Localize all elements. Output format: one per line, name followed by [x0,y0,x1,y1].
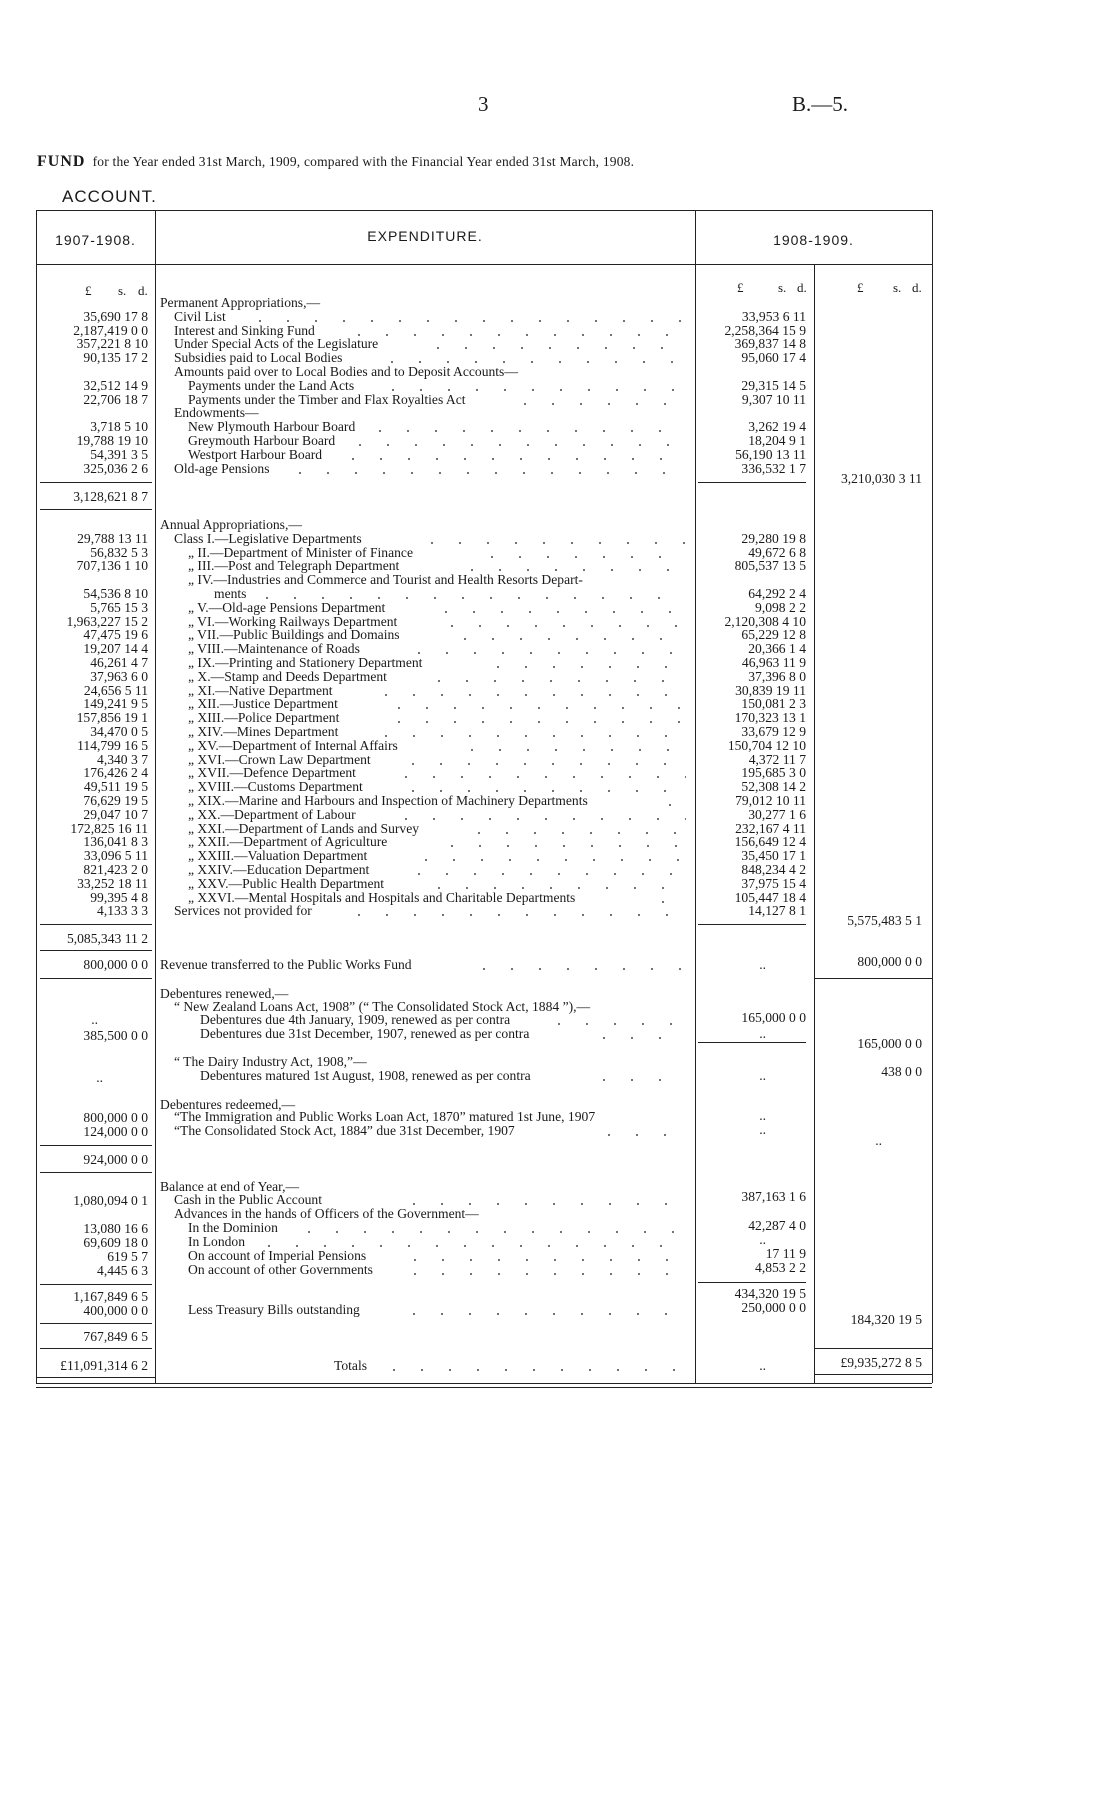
advance-row-1-label: In London [188,1234,246,1249]
advance-row-0-prev: 13,080 16 6 [83,1221,148,1236]
annual-row-22-curr: 156,649 12 4 [734,834,806,850]
advance-row-3-prev: 4,445 6 3 [97,1263,148,1278]
annual-row-26-curr: 105,447 18 4 [734,889,806,905]
loans-act-label: “ New Zealand Loans Act, 1908” (“ The Consolidated Stock Act, 1884 ”),— [174,999,591,1014]
annual-row-6-curr: 2,120,308 4 10 [724,613,806,629]
dot-leader [484,666,686,668]
perm-row-0-curr: 33,953 6 11 [741,308,806,324]
perm-row-9-curr: 18,204 9 1 [748,433,806,448]
dot-leader [478,556,686,558]
advances-label: Advances in the hands of Officers of the Government— [174,1206,479,1221]
debentures-subtotal-curr: 165,000 0 0 [857,1036,922,1051]
consolidated-stock-curr: .. [759,1122,766,1137]
annual-row-7-prev: 47,475 19 6 [83,627,148,643]
perm-row-11-label: Old-age Pensions [174,460,270,476]
currency-d-curr: d. [797,280,807,295]
rule-after-revenue [40,978,152,979]
annual-subtotal-curr: 5,575,483 5 1 [847,913,922,928]
dot-leader [405,652,686,654]
debentures-aug-label: Debentures matured 1st August, 1908, renewed as per contra [200,1068,531,1083]
section-rule-prev [40,509,152,510]
annual-row-6-label: „ VI.—Working Railways Department [188,613,398,629]
perm-row-6-curr: 9,307 10 11 [741,391,806,407]
perm-row-11-curr: 336,532 1 7 [741,460,806,476]
dot-leader [253,597,686,599]
annual-row-19-curr: 79,012 10 11 [735,793,806,808]
perm-row-9-prev: 19,788 19 10 [76,433,148,448]
dot-leader [392,818,686,820]
immigration-act-curr: .. [759,1108,766,1123]
annual-row-1-curr: 49,672 6 8 [748,544,806,560]
annual-row-13-curr: 170,323 13 1 [734,710,806,726]
annual-row-12-curr: 150,081 2 3 [741,696,806,712]
annual-row-12-label: „ XII.—Justice Department [188,696,338,712]
annual-row-2-curr: 805,537 13 5 [734,558,806,574]
debentures-aug-prev: .. [96,1070,103,1085]
debentures-jan-curr: 165,000 0 0 [741,1010,806,1025]
redeemed-subtotal-curr: .. [875,1133,882,1148]
annual-row-18-curr: 52,308 14 2 [741,779,806,795]
dot-leader [345,334,686,336]
annual-row-16-curr: 4,372 11 7 [748,751,806,767]
annual-row-21-label: „ XXI.—Department of Lands and Survey [188,820,420,836]
title-rest: for the Year ended 31st March, 1909, compared with the Financial Year ended 31st March, 1908. [92,154,635,169]
consolidated-stock-prev: 124,000 0 0 [83,1124,148,1139]
annual-row-5-curr: 9,098 2 2 [755,599,806,615]
totals-mid: .. [759,1358,766,1373]
consolidated-stock-label: “The Consolidated Stock Act, 1884” due 31st December, 1907 [174,1123,515,1138]
dot-leader [425,887,686,889]
annual-row-24-label: „ XXIV.—Education Department [188,862,370,877]
annual-row-22-prev: 136,041 8 3 [83,834,148,850]
dot-leader [379,389,686,391]
dot-leader [412,859,686,861]
totals-prev: £11,091,314 6 2 [60,1358,148,1373]
treasury-bills-label: Less Treasury Bills outstanding [188,1302,360,1317]
annual-row-20-label: „ XX.—Department of Labour [188,806,356,822]
annual-row-21-curr: 232,167 4 11 [735,820,806,836]
dot-leader [418,542,686,544]
rule-before-totals [40,1348,152,1349]
annual-row-15-prev: 114,799 16 5 [77,737,148,753]
dot-leader [345,914,686,916]
debentures-dec-label: Debentures due 31st December, 1907, renewed as per contra [200,1026,530,1041]
balance-net-prev: 767,849 6 5 [83,1329,148,1344]
annual-row-20-curr: 30,277 1 6 [748,806,806,822]
rule-after-revenue-right [814,978,932,979]
revenue-transfer-prev: 800,000 0 0 [83,957,148,972]
redeemed-subtotal-prev: 924,000 0 0 [83,1152,148,1167]
dot-leader [372,694,686,696]
totals-rule-curr [814,1374,932,1375]
perm-row-5-label: Payments under the Land Acts [188,377,355,393]
totals-curr: £9,935,272 8 5 [840,1355,922,1370]
page-title [37,153,634,171]
annual-row-15-curr: 150,704 12 10 [727,737,806,753]
dot-leader [399,790,686,792]
perm-row-10-label: Westport Harbour Board [188,446,323,462]
balance-sum-prev: 1,167,849 6 5 [73,1289,148,1304]
dot-leader [451,638,686,640]
header-expenditure: EXPENDITURE. [367,228,483,244]
perm-row-2-prev: 357,221 8 10 [76,336,148,352]
advance-row-0-label: In the Dominion [188,1220,278,1235]
annual-row-5-label: „ V.—Old-age Pensions Department [188,599,386,615]
revenue-transfer-label: Revenue transferred to the Public Works Fund [160,957,412,972]
perm-row-1-curr: 2,258,364 15 9 [724,322,806,338]
annual-row-9-curr: 46,963 11 9 [741,655,806,670]
section-rule-prev-2 [40,950,152,951]
perm-row-8-prev: 3,718 5 10 [90,419,148,435]
dot-leader [385,721,686,723]
annual-row-25-curr: 37,975 15 4 [741,875,806,891]
dot-leader [458,569,686,571]
perm-row-3-prev: 90,135 17 2 [83,350,148,366]
dot-leader [392,776,686,778]
column-rule-3 [814,264,815,1383]
perm-row-11-prev: 325,036 2 6 [83,460,148,476]
debentures-jan-prev: .. [91,1012,98,1027]
annual-row-19-prev: 76,629 19 5 [83,793,148,808]
debentures-aug-mid: .. [759,1068,766,1083]
annual-row-27-label: Services not provided for [174,903,312,919]
dot-leader [649,901,686,903]
currency-s-total: s. [893,280,902,295]
perm-row-1-prev: 2,187,419 0 0 [73,322,148,338]
perm-row-2-curr: 369,837 14 8 [734,336,806,352]
rule-before-totals-right [814,1348,932,1349]
dot-leader [424,347,686,349]
account-subtitle: ACCOUNT. [62,187,157,206]
currency-pound-curr: £ [737,280,744,295]
annual-row-13-label: „ XIII.—Police Department [188,710,340,726]
annual-row-10-label: „ X.—Stamp and Deeds Department [188,668,387,684]
annual-row-27-prev: 4,133 3 3 [97,903,148,919]
dairy-act-label: “ The Dairy Industry Act, 1908,”— [174,1054,367,1069]
annual-row-0-curr: 29,280 19 8 [741,530,806,546]
debentures-aug-curr: 438 0 0 [881,1064,922,1079]
annual-row-27-curr: 14,127 8 1 [748,903,806,919]
currency-d-prev: d. [138,283,148,298]
annual-row-8-label: „ VIII.—Maintenance of Roads [188,641,360,657]
debentures-jan-label: Debentures due 4th January, 1909, renewed as per contra [200,1012,511,1027]
perm-row-6-label: Payments under the Timber and Flax Royalties Act [188,391,466,407]
annual-row-9-label: „ IX.—Printing and Stationery Department [188,655,423,670]
dot-leader [385,707,686,709]
dot-leader [339,458,686,460]
dot-leader [458,749,686,751]
perm-row-7-label: Endowments— [174,405,259,421]
annual-row-7-label: „ VII.—Public Buildings and Domains [188,627,400,643]
revenue-transfer-curr: 800,000 0 0 [857,954,922,969]
annual-row-23-label: „ XXIII.—Valuation Department [188,848,368,864]
annual-row-4-curr: 64,292 2 4 [748,586,806,601]
annual-row-12-prev: 149,241 9 5 [83,696,148,712]
advance-row-1-curr: .. [759,1232,766,1247]
annual-row-26-prev: 99,395 4 8 [90,889,148,905]
cash-prev: 1,080,094 0 1 [73,1193,148,1208]
annual-row-14-label: „ XIV.—Mines Department [188,724,339,739]
annual-row-2-label: „ III.—Post and Telegraph Department [188,558,400,574]
dot-leader [246,320,686,322]
annual-row-1-prev: 56,832 5 3 [90,544,148,560]
page-reference: B.—5. [792,92,849,116]
perm-row-0-prev: 35,690 17 8 [83,308,148,324]
dot-leader [401,1273,686,1275]
perm-row-10-curr: 56,190 13 11 [735,446,806,462]
dot-leader [438,845,686,847]
totals-rule-prev [36,1377,155,1378]
annual-row-11-prev: 24,656 5 11 [83,682,148,698]
perm-row-9-label: Greymouth Harbour Board [188,433,336,448]
advance-row-3-label: On account of other Governments [188,1262,373,1277]
annual-row-17-label: „ XVII.—Defence Department [188,765,356,781]
perm-subtotal-prev: 3,128,621 8 7 [73,489,148,504]
cash-curr: 387,163 1 6 [741,1189,806,1204]
dot-leader [286,472,686,474]
annual-row-18-label: „ XVIII.—Customs Department [188,779,363,795]
annual-row-22-label: „ XXII.—Department of Agriculture [188,834,388,850]
column-rule-1 [155,210,156,1383]
dot-leader [656,804,686,806]
currency-pound-total: £ [857,280,864,295]
dot-leader [346,444,686,446]
table-bottom-rule [36,1383,932,1384]
treasury-bills-prev: 400,000 0 0 [83,1303,148,1318]
dot-leader [425,680,686,682]
header-prev-year: 1907-1908. [55,232,136,248]
annual-row-3-label: „ IV.—Industries and Commerce and Tourist and Health Resorts Depart- [188,572,583,588]
debentures-redeemed-heading: Debentures redeemed,— [160,1097,296,1112]
header-curr-year: 1908-1909. [773,232,854,248]
annual-row-0-prev: 29,788 13 11 [77,530,148,546]
perm-row-6-prev: 22,706 18 7 [83,391,148,407]
currency-s-curr: s. [778,280,787,295]
advance-row-1-prev: 69,609 18 0 [83,1235,148,1250]
annual-row-13-prev: 157,856 19 1 [76,710,148,726]
dot-leader [400,1203,686,1205]
annual-row-26-label: „ XXVI.—Mental Hospitals and Hospitals and Charitable Departments [188,889,576,905]
dot-leader [405,873,686,875]
totals-label: Totals [334,1358,368,1373]
immigration-act-label: “The Immigration and Public Works Loan Act, 1870” matured 1st June, 1907 [174,1109,596,1124]
annual-row-25-prev: 33,252 18 11 [77,875,148,891]
debentures-dec-curr: .. [759,1026,766,1041]
subtotal-rule-prev-2 [40,924,152,925]
annual-row-23-prev: 33,096 5 11 [83,848,148,864]
currency-d-total: d. [912,280,922,295]
title-lead: FUND [37,153,86,170]
annual-row-21-prev: 172,825 16 11 [70,820,148,836]
annual-row-4-label: ments [214,586,247,601]
annual-row-11-curr: 30,839 19 11 [735,682,806,698]
annual-subtotal-prev: 5,085,343 11 2 [66,931,148,946]
advance-row-0-curr: 42,287 4 0 [748,1218,806,1233]
annual-row-25-label: „ XXV.—Public Health Department [188,875,385,891]
annual-row-14-curr: 33,679 12 9 [741,724,806,739]
right-border [932,210,933,1383]
table-top-rule [36,210,932,211]
dot-leader [432,611,686,613]
perm-row-2-label: Under Special Acts of the Legislature [174,336,379,352]
annual-row-16-label: „ XVI.—Crown Law Department [188,751,371,767]
dot-leader [511,403,686,405]
perm-row-8-label: New Plymouth Harbour Board [188,419,356,435]
permanent-appropriations-heading: Permanent Appropriations,— [160,295,321,310]
annual-row-10-curr: 37,396 8 0 [748,668,806,684]
revenue-transfer-mid: .. [759,957,766,972]
advance-row-2-prev: 619 5 7 [107,1249,148,1264]
dot-leader [366,430,686,432]
perm-row-5-curr: 29,315 14 5 [741,377,806,393]
perm-row-3-label: Subsidies paid to Local Bodies [174,350,343,366]
table-bottom-rule-2 [36,1387,932,1388]
subtotal-rule-prev [40,482,152,483]
annual-row-11-label: „ XI.—Native Department [188,682,333,698]
balance-sum-rule-prev [40,1284,152,1285]
page-number: 3 [478,92,489,116]
annual-row-19-label: „ XIX.—Marine and Harbours and Inspection of Machinery Departments [188,793,588,808]
debentures-dec-prev: 385,500 0 0 [83,1028,148,1043]
annual-row-5-prev: 5,765 15 3 [90,599,148,615]
balance-net-curr: 184,320 19 5 [850,1312,922,1327]
advance-row-3-curr: 4,853 2 2 [755,1260,806,1275]
balance-sum-curr: 434,320 19 5 [734,1286,806,1301]
advance-row-2-label: On account of Imperial Pensions [188,1248,367,1263]
annual-row-17-prev: 176,426 2 4 [83,765,148,781]
perm-row-1-label: Interest and Sinking Fund [174,322,315,338]
annual-row-8-prev: 19,207 14 4 [83,641,148,657]
header-bottom-rule [36,264,932,265]
annual-row-24-curr: 848,234 4 2 [741,862,806,877]
balance-heading: Balance at end of Year,— [160,1179,300,1194]
annual-row-2-prev: 707,136 1 10 [76,558,148,574]
perm-row-10-prev: 54,391 3 5 [90,446,148,462]
annual-row-18-prev: 49,511 19 5 [83,779,148,795]
annual-row-0-label: Class I.—Legislative Departments [174,530,362,546]
balance-net-rule [40,1323,152,1324]
annual-row-16-prev: 4,340 3 7 [97,751,148,767]
perm-row-5-prev: 32,512 14 9 [83,377,148,393]
annual-row-20-prev: 29,047 10 7 [83,806,148,822]
dot-leader [399,763,686,765]
rule-after-redeemed [40,1172,152,1173]
annual-row-17-curr: 195,685 3 0 [741,765,806,781]
dot-leader [465,832,686,834]
annual-row-10-prev: 37,963 6 0 [90,668,148,684]
currency-s-prev: s. [118,283,127,298]
annual-row-24-prev: 821,423 2 0 [83,862,148,877]
redeemed-subtotal-rule [40,1145,152,1146]
perm-row-0-label: Civil List [174,308,226,324]
annual-row-8-curr: 20,366 1 4 [748,641,806,657]
dot-leader [400,1313,686,1315]
currency-pound-prev: £ [85,283,92,298]
dot-leader [378,361,686,363]
annual-row-23-curr: 35,450 17 1 [741,848,806,864]
perm-row-4-label: Amounts paid over to Local Bodies and to Deposit Accounts— [174,364,518,379]
cash-label: Cash in the Public Account [174,1192,323,1207]
treasury-bills-curr: 250,000 0 0 [741,1300,806,1315]
advance-row-2-curr: 17 11 9 [765,1246,806,1261]
annual-row-7-curr: 65,229 12 8 [741,627,806,643]
annual-row-1-label: „ II.—Department of Minister of Finance [188,544,413,560]
immigration-act-prev: 800,000 0 0 [83,1110,148,1125]
perm-row-8-curr: 3,262 19 4 [748,419,806,435]
annual-row-14-prev: 34,470 0 5 [90,724,148,739]
annual-appropriations-heading: Annual Appropriations,— [160,517,302,532]
dot-leader [372,735,686,737]
perm-subtotal-curr: 3,210,030 3 11 [840,471,922,486]
perm-row-3-curr: 95,060 17 4 [741,350,806,366]
dot-leader [401,1259,686,1261]
annual-row-9-prev: 46,261 4 7 [90,655,148,670]
annual-row-6-prev: 1,963,227 15 2 [66,613,148,629]
balance-sum-rule-curr [698,1282,806,1283]
debentures-renewed-heading: Debentures renewed,— [160,986,289,1001]
annual-row-4-prev: 54,536 8 10 [83,586,148,601]
dot-leader [438,625,686,627]
annual-row-15-label: „ XV.—Department of Internal Affairs [188,737,398,753]
